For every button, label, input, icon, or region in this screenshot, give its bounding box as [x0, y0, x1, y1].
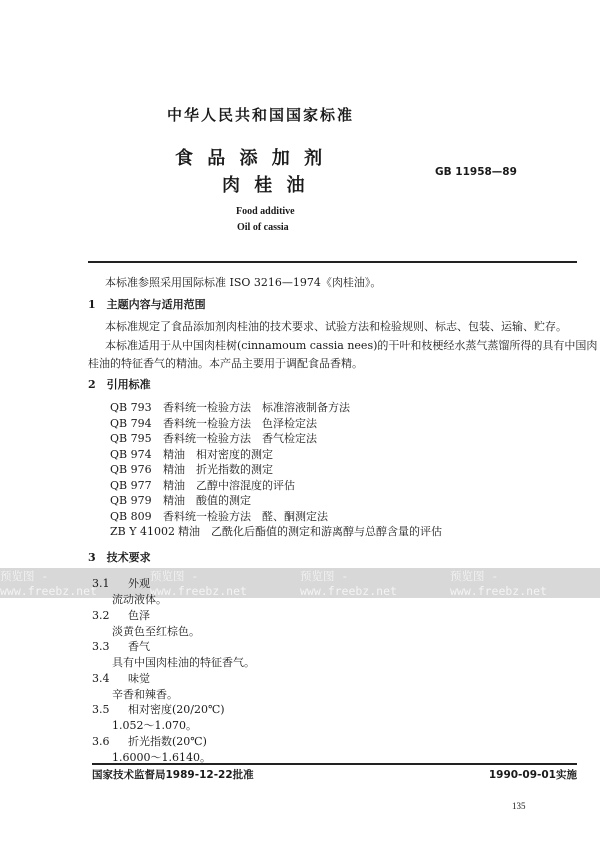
section-1-paragraph-2-cont: 桂油的特征香气的精油。本产品主要用于调配食品香精。 [88, 357, 363, 370]
requirement-number: 3.3 [92, 640, 110, 653]
reference-item [110, 526, 442, 537]
section-3-heading: 3 技术要求 [88, 551, 151, 564]
requirement-number: 3.4 [92, 671, 110, 685]
section-2-heading: 2 引用标准 [88, 378, 151, 391]
section-1-paragraph-1: 本标准规定了食品添加剂肉桂油的技术要求、试验方法和检验规则、标志、包装、运输、贮存。 [105, 320, 567, 333]
watermark-text: 预览图 - www.freebz.net [150, 569, 247, 598]
requirement-value: 1.052～1.070。 [112, 719, 197, 732]
reference-title: 香料统一检验方法 醛、酮测定法 [163, 509, 328, 523]
requirement-heading [92, 641, 150, 652]
reference-code: QB 976 [110, 463, 152, 476]
requirement-title: 外观 [128, 577, 150, 590]
requirement-value: 具有中国肉桂油的特征香气。 [112, 656, 255, 669]
requirement-heading [92, 736, 207, 747]
requirement-number: 3.5 [92, 703, 110, 716]
reference-title: 精油 折光指数的测定 [163, 463, 273, 476]
english-title-1: Food additive [236, 206, 295, 217]
requirement-heading [92, 610, 150, 621]
requirement-value: 辛香和辣香。 [112, 687, 178, 701]
requirement-value: 淡黄色至红棕色。 [112, 624, 200, 638]
reference-item [110, 449, 273, 460]
requirement-number: 3.2 [92, 608, 110, 622]
reference-title: 精油 乙醇中溶混度的评估 [163, 478, 295, 492]
reference-code: QB 809 [110, 509, 152, 523]
requirement-title: 味觉 [128, 671, 150, 685]
reference-item [110, 433, 317, 444]
requirement-title: 色泽 [128, 608, 150, 622]
title-line-2: 肉 桂 油 [222, 175, 309, 196]
country-standard-heading: 中华人民共和国国家标准 [167, 106, 355, 124]
page-number: 135 [512, 801, 526, 811]
requirement-title: 香气 [128, 640, 150, 653]
reference-code: ZB Y 41002 [110, 525, 175, 538]
reference-item [110, 464, 273, 475]
reference-item [110, 495, 251, 506]
reference-item [110, 402, 350, 413]
watermark-band [0, 568, 600, 598]
reference-title: 香料统一检验方法 香气检定法 [163, 432, 317, 445]
requirement-number: 3.1 [92, 577, 110, 590]
section-1-heading: 1 主题内容与适用范围 [88, 298, 206, 311]
requirement-heading [92, 704, 225, 715]
requirement-title: 折光指数(20℃) [128, 734, 207, 748]
requirement-value: 1.6000～1.6140。 [112, 750, 211, 764]
reference-item [110, 511, 328, 522]
title-line-1: 食 品 添 加 剂 [175, 148, 327, 169]
reference-code: QB 794 [110, 416, 152, 430]
watermark-text: 预览图 - www.freebz.net [300, 569, 397, 598]
reference-code: QB 977 [110, 478, 152, 492]
reference-title: 精油 酸值的测定 [163, 494, 251, 507]
reference-title: 香料统一检验方法 标准溶液制备方法 [163, 401, 350, 414]
section-1-paragraph-2: 本标准适用于从中国肉桂树(cinnamoum cassia nees)的干叶和枝梗经水蒸气蒸馏所得的具有中国肉 [105, 339, 598, 352]
header-divider [88, 261, 577, 263]
effective-date: 1990-09-01实施 [488, 769, 577, 781]
requirement-number: 3.6 [92, 734, 110, 748]
english-title-2: Oil of cassia [237, 222, 289, 233]
reference-title: 精油 相对密度的测定 [163, 447, 273, 461]
reference-code: QB 979 [110, 494, 152, 507]
requirement-value: 流动液体。 [112, 593, 167, 606]
reference-title: 香料统一检验方法 色泽检定法 [163, 416, 317, 430]
approval-date: 国家技术监督局1989-12-22批准 [92, 769, 254, 781]
reference-title: 精油 乙酰化后酯值的测定和游离醇与总醇含量的评估 [178, 525, 442, 538]
standard-code: GB 11958—89 [435, 166, 517, 178]
watermark-text: 预览图 - www.freebz.net [0, 569, 97, 598]
requirement-title: 相对密度(20/20℃) [128, 703, 225, 716]
watermark-text: 预览图 - www.freebz.net [450, 569, 547, 598]
reference-code: QB 974 [110, 447, 152, 461]
reference-code: QB 793 [110, 401, 152, 414]
reference-code: QB 795 [110, 432, 152, 445]
requirement-heading [92, 673, 150, 684]
intro-text: 本标准参照采用国际标准 ISO 3216—1974《肉桂油》。 [105, 276, 382, 289]
reference-item [110, 418, 317, 429]
reference-item [110, 480, 295, 491]
requirement-heading [92, 578, 150, 589]
